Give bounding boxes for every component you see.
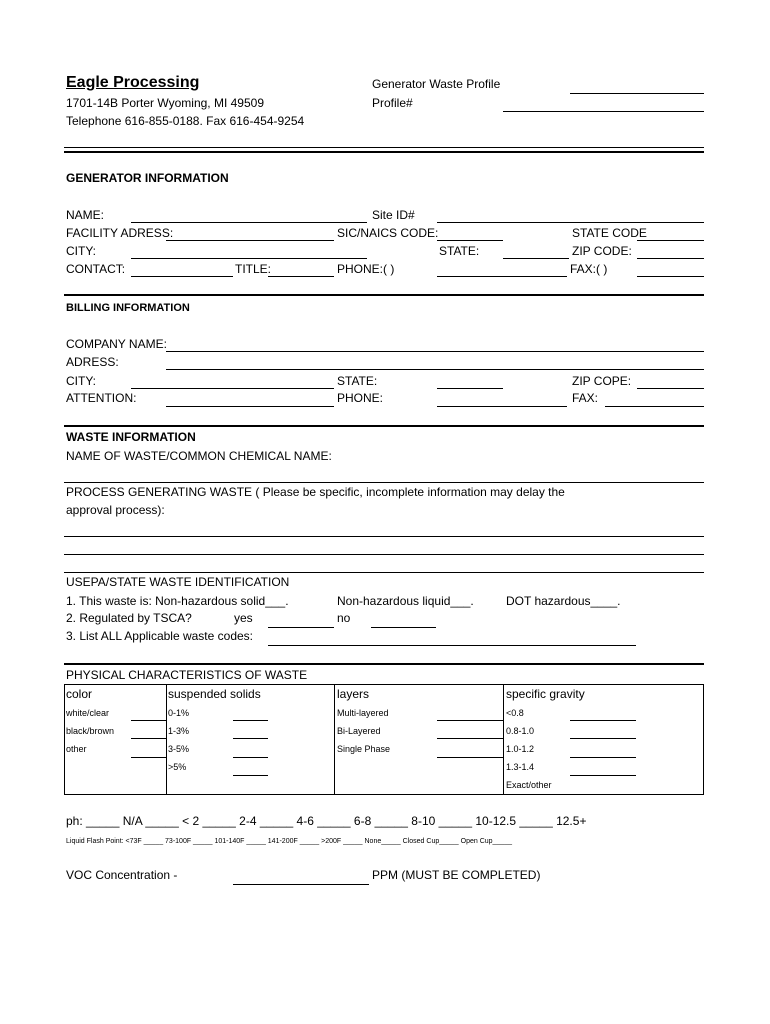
gen-facility-field[interactable] xyxy=(166,240,334,241)
bill-phone-field[interactable] xyxy=(437,406,567,407)
gen-siteid-field[interactable] xyxy=(437,222,704,223)
bill-zip-label: ZIP COPE: xyxy=(572,374,632,388)
gen-fax-label: FAX:( ) xyxy=(570,262,608,276)
billing-divider xyxy=(64,294,704,296)
billing-heading: BILLING INFORMATION xyxy=(66,302,190,314)
bill-phone-label: PHONE: xyxy=(337,391,384,405)
col-header-layers: layers xyxy=(337,687,370,701)
generator-heading: GENERATOR INFORMATION xyxy=(66,171,229,185)
physical-divider xyxy=(64,663,704,665)
gen-state-field[interactable] xyxy=(503,258,569,259)
process-field-3[interactable] xyxy=(64,572,704,573)
gen-statecode-label: STATE CODE xyxy=(572,226,647,240)
gravity-option-field[interactable] xyxy=(570,775,636,776)
company-address: 1701-14B Porter Wyoming, MI 49509 xyxy=(66,96,264,110)
gen-contact-field[interactable] xyxy=(131,276,233,277)
tsca-yes-field[interactable] xyxy=(268,627,334,628)
gen-siteid-label: Site ID# xyxy=(372,208,415,222)
gravity-option-field[interactable] xyxy=(570,720,636,721)
physical-table xyxy=(64,684,704,795)
table-col-divider xyxy=(166,684,167,795)
gen-city-label: CITY: xyxy=(66,244,97,258)
layers-option: Multi-layered xyxy=(337,708,389,718)
bill-state-label: STATE: xyxy=(337,374,378,388)
bill-zip-field[interactable] xyxy=(637,388,704,389)
waste-divider xyxy=(64,425,704,427)
usepa-yes-label: yes xyxy=(234,611,253,625)
waste-name-label: NAME OF WASTE/COMMON CHEMICAL NAME: xyxy=(66,449,332,463)
bill-company-label: COMPANY NAME: xyxy=(66,337,167,351)
layers-option-field[interactable] xyxy=(437,738,503,739)
usepa-heading: USEPA/STATE WASTE IDENTIFICATION xyxy=(66,575,290,589)
solids-option-field[interactable] xyxy=(233,720,268,721)
table-col-divider xyxy=(503,684,504,795)
process-label-2: approval process): xyxy=(66,503,165,517)
solids-option: 3-5% xyxy=(168,744,190,754)
bill-fax-label: FAX: xyxy=(572,391,599,405)
gen-facility-label: FACILITY ADRESS: xyxy=(66,226,174,240)
header-divider xyxy=(64,147,704,153)
bill-fax-field[interactable] xyxy=(605,406,704,407)
color-option-field[interactable] xyxy=(131,738,166,739)
layers-option-field[interactable] xyxy=(437,720,503,721)
doc-title-line[interactable] xyxy=(570,93,704,94)
gravity-option: 0.8-1.0 xyxy=(506,726,535,736)
solids-option-field[interactable] xyxy=(233,757,268,758)
waste-name-field[interactable] xyxy=(64,482,704,483)
bill-city-field[interactable] xyxy=(131,388,334,389)
usepa-q1-liquid: Non-hazardous liquid___. xyxy=(337,594,474,608)
physical-heading: PHYSICAL CHARACTERISTICS OF WASTE xyxy=(66,668,308,682)
gravity-option-field[interactable] xyxy=(570,738,636,739)
gen-fax-field[interactable] xyxy=(637,276,704,277)
document-title: Generator Waste Profile xyxy=(372,77,501,91)
gravity-option: 1.0-1.2 xyxy=(506,744,535,754)
gravity-option-field[interactable] xyxy=(570,757,636,758)
gen-phone-label: PHONE:( ) xyxy=(337,262,395,276)
color-option: black/brown xyxy=(66,726,115,736)
waste-heading: WASTE INFORMATION xyxy=(66,430,196,444)
layers-option: Single Phase xyxy=(337,744,391,754)
bill-company-field[interactable] xyxy=(166,351,704,352)
gen-contact-label: CONTACT: xyxy=(66,262,126,276)
table-col-divider xyxy=(334,684,335,795)
bill-address-field[interactable] xyxy=(166,369,704,370)
voc-label: VOC Concentration - xyxy=(66,868,178,882)
gen-name-label: NAME: xyxy=(66,208,105,222)
gen-sic-field[interactable] xyxy=(437,240,503,241)
gen-name-field[interactable] xyxy=(131,222,367,223)
tsca-no-field[interactable] xyxy=(371,627,436,628)
company-phone: Telephone 616-855-0188. Fax 616-454-9254 xyxy=(66,114,305,128)
color-option: white/clear xyxy=(66,708,110,718)
layers-option-field[interactable] xyxy=(437,757,503,758)
gen-statecode-field[interactable] xyxy=(637,240,704,241)
gen-sic-label: SIC/NAICS CODE: xyxy=(337,226,439,240)
gravity-option: <0.8 xyxy=(506,708,524,718)
solids-option-field[interactable] xyxy=(233,775,268,776)
gravity-option: 1.3-1.4 xyxy=(506,762,535,772)
bill-state-field[interactable] xyxy=(437,388,503,389)
bill-city-label: CITY: xyxy=(66,374,97,388)
col-header-color: color xyxy=(66,687,93,701)
gen-phone-field[interactable] xyxy=(437,276,567,277)
solids-option: 1-3% xyxy=(168,726,190,736)
col-header-gravity: specific gravity xyxy=(506,687,585,701)
col-header-solids: suspended solids xyxy=(168,687,261,701)
flash-point-line: Liquid Flash Point: <73F _____ 73-100F _____ 101-140F _____ 141-200F _____ >200F _____ None_____ Closed Cup_____ Open Cup_____ xyxy=(66,838,513,845)
bill-attention-label: ATTENTION: xyxy=(66,391,137,405)
solids-option: 0-1% xyxy=(168,708,190,718)
color-option-field[interactable] xyxy=(131,720,166,721)
bill-attention-field[interactable] xyxy=(166,406,334,407)
usepa-q2: 2. Regulated by TSCA? xyxy=(66,611,192,625)
usepa-q1-dot: DOT hazardous____. xyxy=(506,594,621,608)
color-option-field[interactable] xyxy=(131,757,166,758)
gen-title-field[interactable] xyxy=(268,276,334,277)
color-option: other xyxy=(66,744,87,754)
gen-zip-label: ZIP CODE: xyxy=(572,244,632,258)
ph-line: ph: _____ N/A _____ < 2 _____ 2-4 _____ 4-6 _____ 6-8 _____ 8-10 _____ 10-12.5 _____ 12.5+ xyxy=(66,814,587,828)
bill-address-label: ADRESS: xyxy=(66,355,119,369)
gen-zip-field[interactable] xyxy=(637,258,704,259)
profile-label: Profile# xyxy=(372,96,413,110)
voc-suffix: PPM (MUST BE COMPLETED) xyxy=(372,868,541,882)
gravity-option: Exact/other xyxy=(506,780,552,790)
solids-option: >5% xyxy=(168,762,187,772)
usepa-no-label: no xyxy=(337,611,351,625)
company-name: Eagle Processing xyxy=(66,74,200,91)
voc-field[interactable] xyxy=(233,884,369,885)
gen-city-field[interactable] xyxy=(131,258,367,259)
layers-option: Bi-Layered xyxy=(337,726,381,736)
gen-title-label: TITLE: xyxy=(235,262,272,276)
solids-option-field[interactable] xyxy=(233,738,268,739)
process-field-1[interactable] xyxy=(64,536,704,537)
profile-number-line[interactable] xyxy=(503,111,704,112)
waste-codes-field[interactable] xyxy=(268,645,636,646)
gen-state-label: STATE: xyxy=(439,244,480,258)
process-field-2[interactable] xyxy=(64,554,704,555)
process-label-1: PROCESS GENERATING WASTE ( Please be specific, incomplete information may delay the xyxy=(66,485,565,499)
usepa-q3: 3. List ALL Applicable waste codes: xyxy=(66,629,254,643)
usepa-q1: 1. This waste is: Non-hazardous solid___. xyxy=(66,594,289,608)
